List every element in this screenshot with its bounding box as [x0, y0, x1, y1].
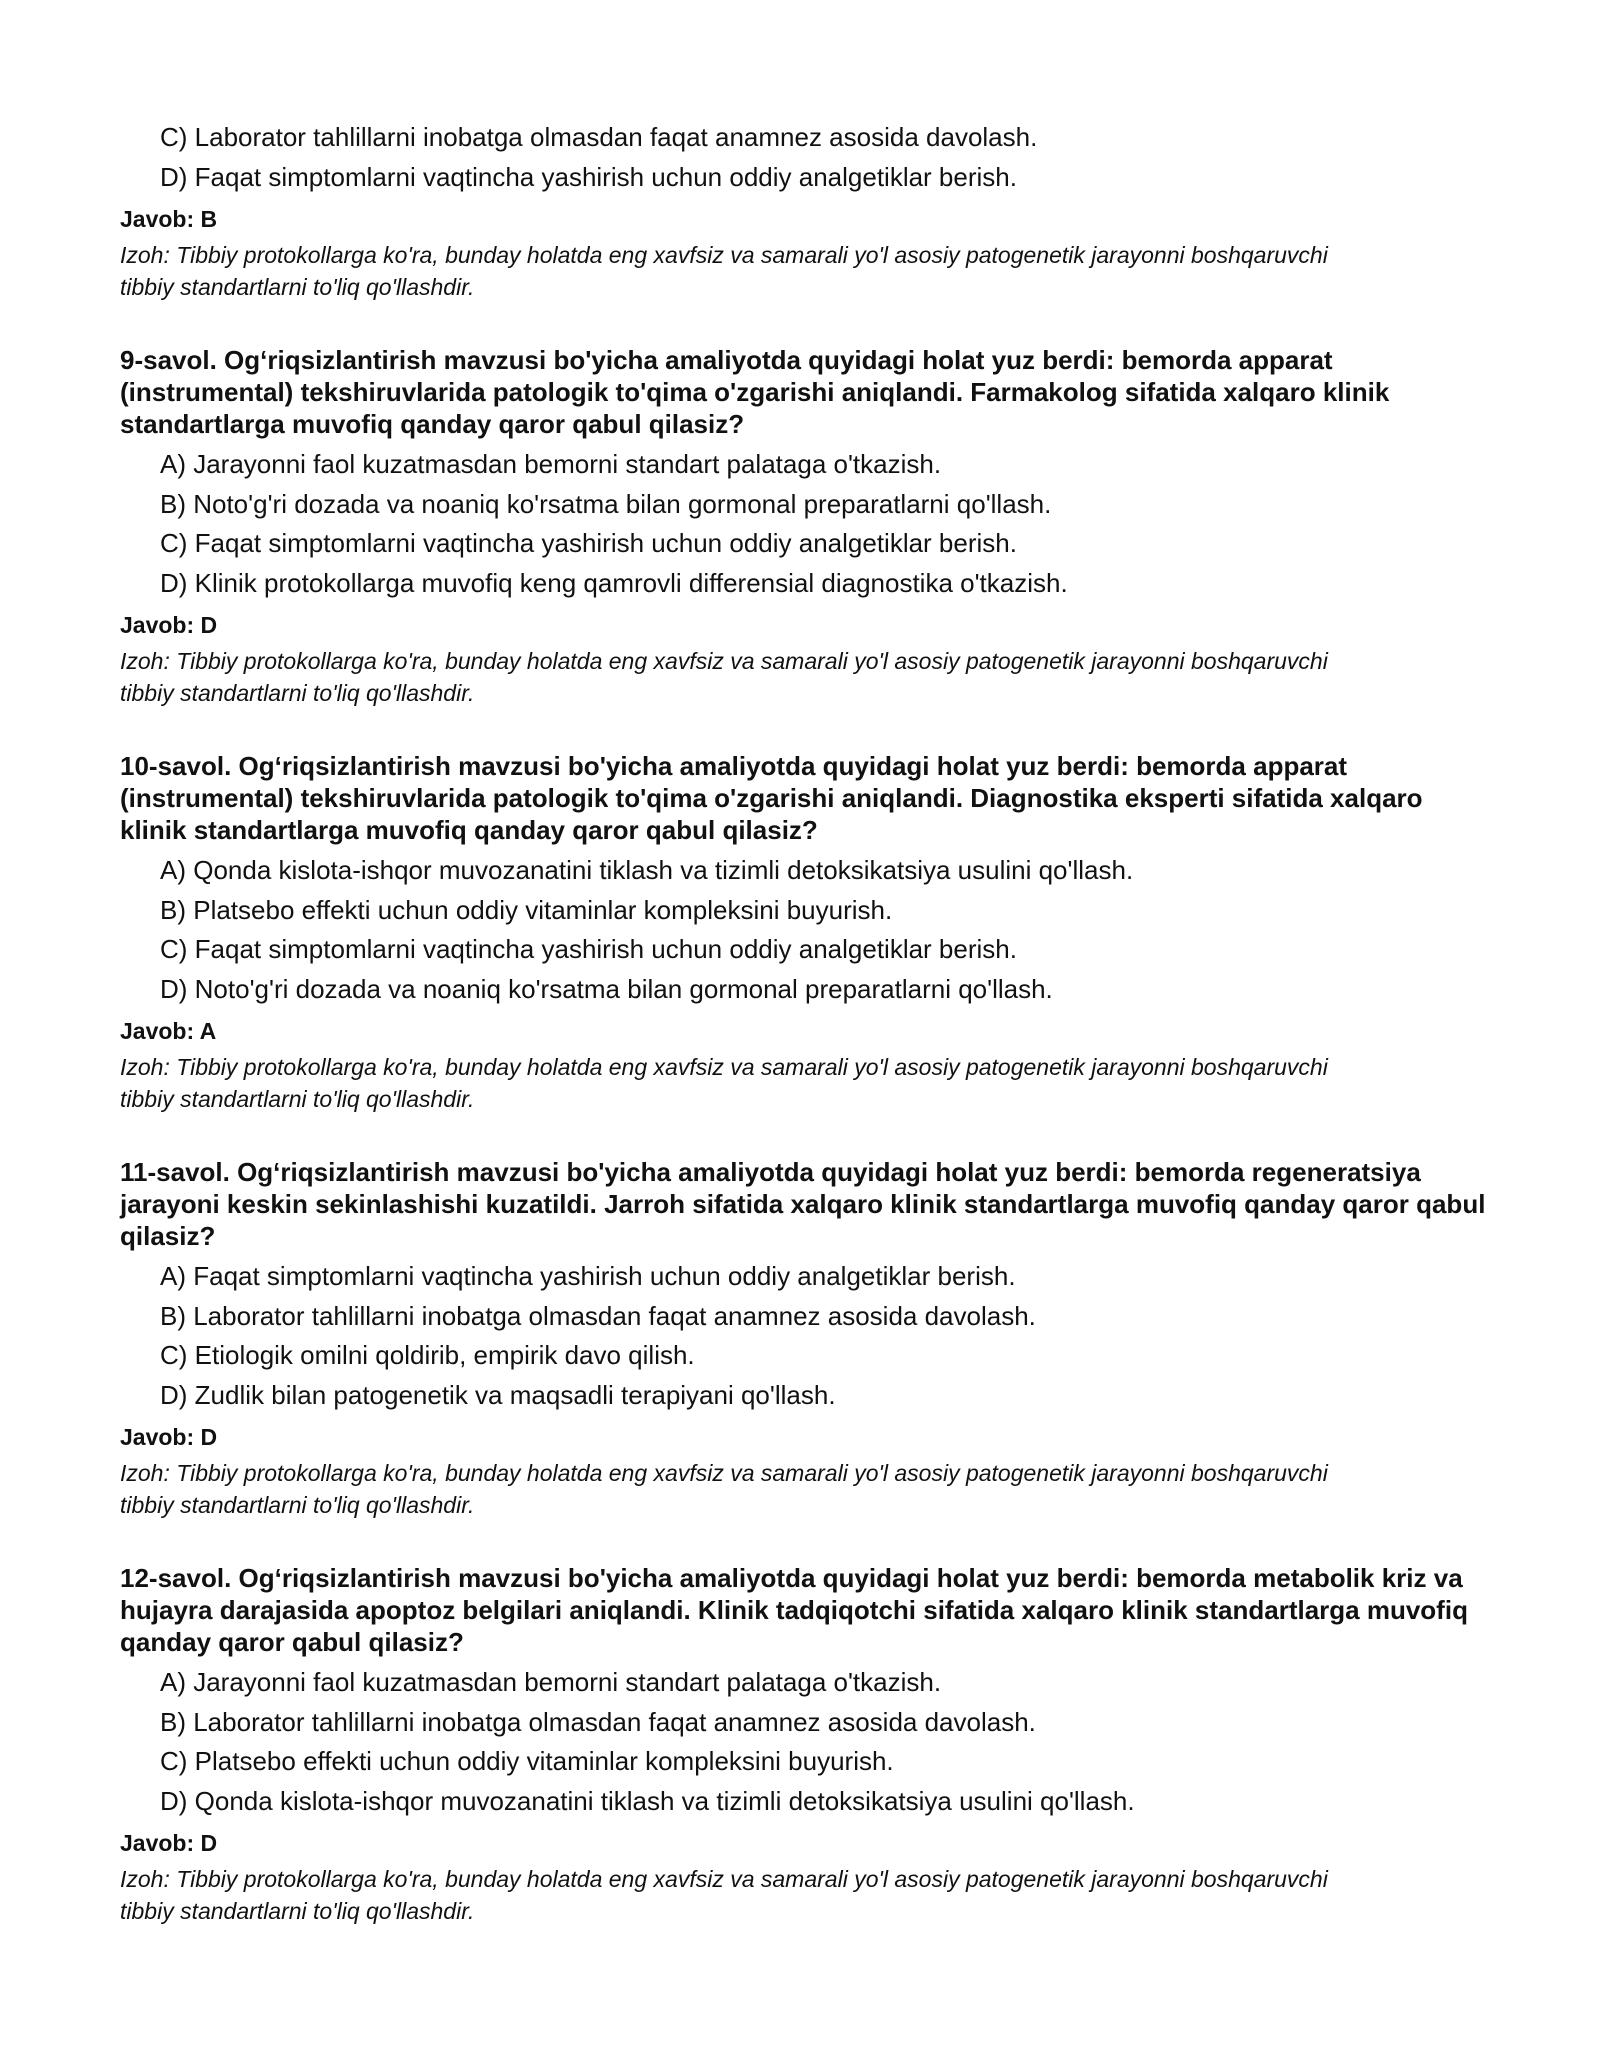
option-d: D) Zudlik bilan patogenetik va maqsadli terapiyani qo'llash. [160, 1379, 836, 1410]
option-a: A) Jarayonni faol kuzatmasdan bemorni standart palataga o'tkazish. [160, 1667, 942, 1697]
explanation-note: Izoh: Tibbiy protokollarga ko'ra, bunday holatda eng xavfsiz va samarali yo'l asosiy patogenetik jarayonni boshqaruvchi tibbiy standartlarni to'liq qo'llashdir. [120, 1054, 1328, 1112]
explanation-note: Izoh: Tibbiy protokollarga ko'ra, bunday holatda eng xavfsiz va samarali yo'l asosiy patogenetik jarayonni boshqaruvchi tibbiy standartlarni to'liq qo'llashdir. [120, 1460, 1328, 1518]
question-text: 11-savol. Og‘riqsizlantirish mavzusi bo'yicha amaliyotda quyidagi holat yuz berdi: bemorda regeneratsiya jarayoni keskin sekinlashishi kuzatildi. Jarroh sifatida xalqaro klinik standartlarga muvofiq qanday qaror qabul qilasiz? [120, 1157, 1486, 1251]
option-c: C) Laborator tahlillarni inobatga olmasdan faqat anamnez asosida davolash. [160, 122, 1038, 152]
question-9 [120, 344, 1490, 709]
explanation-note: Izoh: Tibbiy protokollarga ko'ra, bunday holatda eng xavfsiz va samarali yo'l asosiy patogenetik jarayonni boshqaruvchi tibbiy standartlarni to'liq qo'llashdir. [120, 242, 1328, 300]
question-8-continued [120, 118, 1490, 303]
option-b: B) Noto'g'ri dozada va noaniq ko'rsatma bilan gormonal preparatlarni qo'llash. [160, 488, 1052, 519]
options-list [120, 118, 1490, 197]
option-d: D) Noto'g'ri dozada va noaniq ko'rsatma bilan gormonal preparatlarni qo'llash. [160, 973, 1053, 1004]
option-c: C) Etiologik omilni qoldirib, empirik davo qilish. [160, 1340, 695, 1370]
answer-label: Javob: B [120, 206, 218, 232]
answer-label: Javob: A [120, 1018, 217, 1044]
answer-label: Javob: D [120, 1830, 218, 1856]
explanation-note: Izoh: Tibbiy protokollarga ko'ra, bunday holatda eng xavfsiz va samarali yo'l asosiy patogenetik jarayonni boshqaruvchi tibbiy standartlarni to'liq qo'llashdir. [120, 1866, 1328, 1924]
option-a: A) Faqat simptomlarni vaqtincha yashirish uchun oddiy analgetiklar berish. [160, 1261, 1016, 1291]
option-c: C) Faqat simptomlarni vaqtincha yashirish uchun oddiy analgetiklar berish. [160, 934, 1017, 964]
option-c: C) Faqat simptomlarni vaqtincha yashirish uchun oddiy analgetiklar berish. [160, 528, 1017, 558]
option-a: A) Jarayonni faol kuzatmasdan bemorni standart palataga o'tkazish. [160, 449, 942, 479]
options-list [120, 1663, 1490, 1821]
document-page [120, 118, 1490, 1927]
option-a: A) Qonda kislota-ishqor muvozanatini tiklash va tizimli detoksikatsiya usulini qo'llash. [160, 855, 1134, 885]
question-text: 12-savol. Og‘riqsizlantirish mavzusi bo'yicha amaliyotda quyidagi holat yuz berdi: bemorda metabolik kriz va hujayra darajasida apoptoz belgilari aniqlandi. Klinik tadqiqotchi sifatida xalqaro klinik standartlarga muvofiq qanday qaror qabul qilasiz? [120, 1563, 1468, 1657]
answer-label: Javob: D [120, 1424, 218, 1450]
question-text: 10-savol. Og‘riqsizlantirish mavzusi bo'yicha amaliyotda quyidagi holat yuz berdi: bemorda apparat (instrumental) tekshiruvlarida patologik to'qima o'zgarishi aniqlandi. Diagnostika eksperti sifatida xalqaro klinik standartlarga muvofiq qanday qaror qabul qilasiz? [120, 751, 1423, 845]
option-b: B) Laborator tahlillarni inobatga olmasdan faqat anamnez asosida davolash. [160, 1300, 1036, 1331]
options-list [120, 1257, 1490, 1415]
option-d: D) Faqat simptomlarni vaqtincha yashirish uchun oddiy analgetiklar berish. [160, 161, 1017, 192]
options-list [120, 445, 1490, 603]
answer-label: Javob: D [120, 612, 218, 638]
question-text: 9-savol. Og‘riqsizlantirish mavzusi bo'yicha amaliyotda quyidagi holat yuz berdi: bemorda apparat (instrumental) tekshiruvlarida patologik to'qima o'zgarishi aniqlandi. Farmakolog sifatida xalqaro klinik standartlarga muvofiq qanday qaror qabul qilasiz? [120, 345, 1390, 439]
option-c: C) Platsebo effekti uchun oddiy vitaminlar kompleksini buyurish. [160, 1746, 894, 1776]
explanation-note: Izoh: Tibbiy protokollarga ko'ra, bunday holatda eng xavfsiz va samarali yo'l asosiy patogenetik jarayonni boshqaruvchi tibbiy standartlarni to'liq qo'llashdir. [120, 648, 1328, 706]
option-d: D) Qonda kislota-ishqor muvozanatini tiklash va tizimli detoksikatsiya usulini qo'llash. [160, 1785, 1135, 1816]
option-b: B) Laborator tahlillarni inobatga olmasdan faqat anamnez asosida davolash. [160, 1706, 1036, 1737]
question-12 [120, 1562, 1490, 1927]
option-d: D) Klinik protokollarga muvofiq keng qamrovli differensial diagnostika o'tkazish. [160, 567, 1068, 598]
question-10 [120, 750, 1490, 1115]
options-list [120, 851, 1490, 1009]
option-b: B) Platsebo effekti uchun oddiy vitaminlar kompleksini buyurish. [160, 894, 893, 925]
question-11 [120, 1156, 1490, 1521]
